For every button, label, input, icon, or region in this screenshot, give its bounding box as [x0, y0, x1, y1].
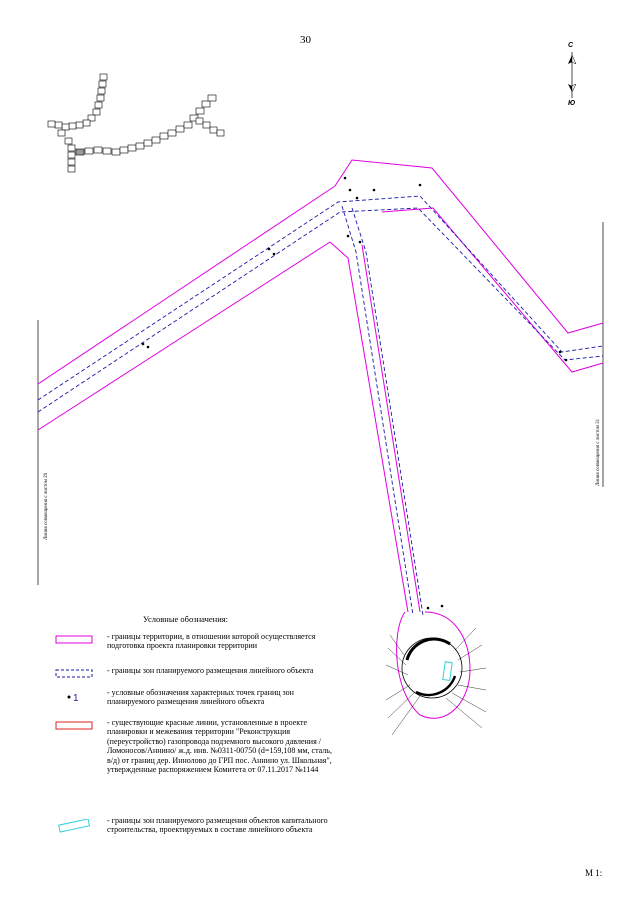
legend-text: - границы зон планируемого размещения объектов капитального строительства, проектируемых в составе линейного объекта: [107, 816, 328, 835]
north-label: С: [568, 42, 574, 49]
legend-text: - границы территории, в отношении которой осуществляется подготовка проекта планировки территории: [107, 632, 316, 651]
legend-item-territory: [55, 632, 335, 651]
territory-swatch-icon: [55, 635, 95, 645]
match-label-left: Линия совмещения с листом 29: [44, 472, 49, 540]
zone-boundary: [38, 196, 603, 615]
key-map: [48, 74, 224, 172]
svg-text:1: 1: [73, 693, 79, 703]
zone-swatch-icon: [55, 669, 95, 679]
point-symbol-icon: [55, 691, 95, 703]
oks-swatch-icon: [55, 819, 95, 833]
legend-text: - границы зон планируемого размещения линейного объекта: [107, 666, 314, 675]
scale-label: М 1:: [585, 868, 603, 878]
south-label: Ю: [568, 100, 576, 107]
legend-item-zone: [55, 666, 335, 676]
legend-item-red-lines: [55, 718, 335, 775]
north-arrow-icon: [568, 52, 576, 98]
legend-text: - условные обозначения характерных точек границ зон планируемого размещения линейного объекта: [107, 688, 294, 707]
legend-title: Условные обозначения:: [143, 614, 229, 624]
legend-item-oks: [55, 816, 335, 835]
legend-item-points: [55, 688, 335, 707]
legend-text: - существующие красные линии, установленные в проекте планировки и межевания территории "Реконструкция (переустройство) газопровода подземного высокого давления /Ломоносов/Аннино/ ж.д. инв. №0311-00750 (d=159,108 мм, сталь, в/д) от границ дер. Иннолово до ГРП пос. Аннино ул. Школьная", утвержденные распоряжением Комитета от 07.11.2017 №1144: [107, 718, 332, 775]
match-label-right: Линия совмещения с листом 31: [596, 418, 601, 486]
red-line-swatch-icon: [55, 721, 95, 731]
oks-zone: [443, 662, 452, 681]
page-number: 30: [300, 34, 311, 46]
characteristic-points: [142, 177, 568, 610]
